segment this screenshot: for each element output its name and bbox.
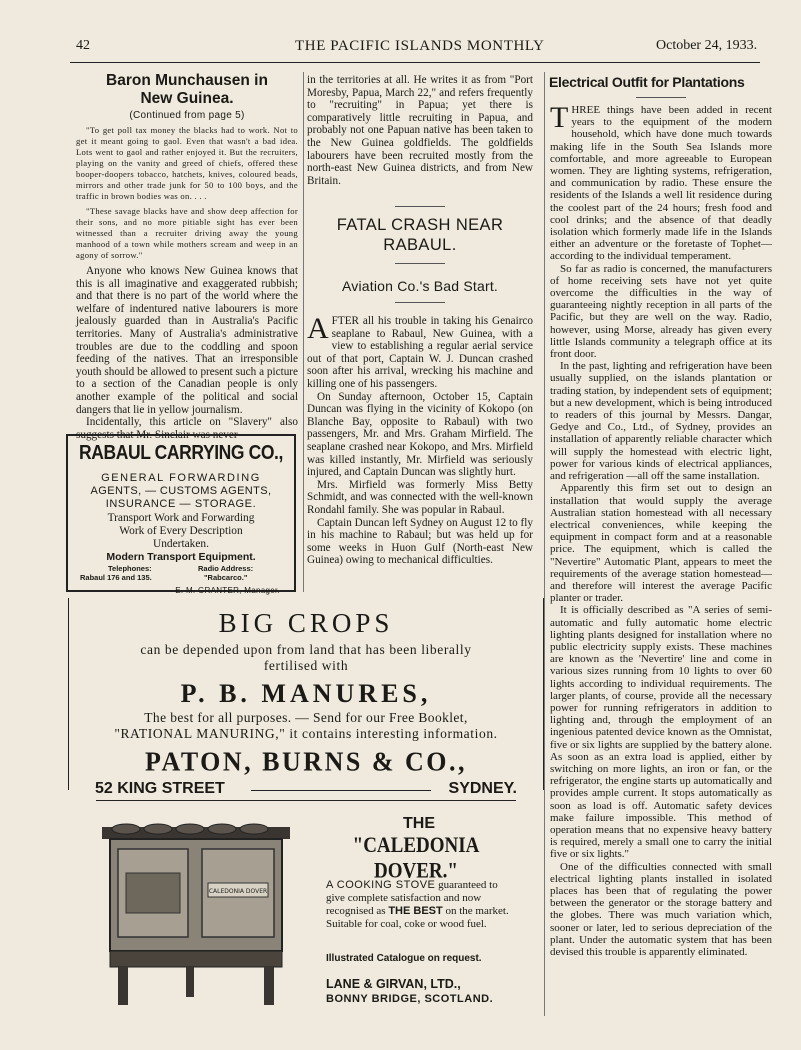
crops-address-row (69, 778, 543, 800)
electrical-rule (636, 97, 686, 98)
rabaul-line-1: GENERAL FORWARDING (101, 472, 261, 484)
stove-desc-bold: THE BEST (388, 905, 443, 917)
address-rule (251, 790, 431, 791)
fatal-crash-headline (307, 215, 533, 255)
fatal-crash-article (307, 206, 533, 567)
big-crops-ad (68, 598, 544, 797)
stove-desc-tail: on the market. Suitable for coal, coke or wood fuel. (326, 905, 509, 930)
radio-label: Radio Address: (198, 564, 254, 573)
rule-above-headline (395, 206, 445, 207)
stove-catalogue: Illustrated Catalogue on request. (326, 953, 482, 964)
fatal-subhead: Aviation Co.'s Bad Start. (341, 278, 499, 294)
munchausen-continuation (307, 74, 533, 187)
rule-below-subhead (395, 302, 445, 303)
fatal-headline-line2: RABAUL. (383, 236, 457, 254)
fatal-paragraph-4: Captain Duncan left Sydney on August 12 to fly in his machine to Rabaul; but was held up for some weeks in Huon Gulf (North-east New Guinea) owing to mechanical difficulties. (307, 516, 533, 567)
fatal-dropcap: A (307, 312, 329, 345)
page-number: 42 (76, 38, 90, 53)
rule-below-headline (395, 263, 445, 264)
paton-burns-company: PATON, BURNS & CO., (145, 746, 467, 777)
continued-note: (Continued from page 5) (129, 110, 245, 121)
telephones-label: Telephones: (108, 564, 152, 573)
electrical-dropcap: T (550, 101, 569, 134)
electrical-paragraph-2: So far as radio is concerned, the manufacturers of home receiving sets have not yet quite overcome the difficulties in the way of guaranteeing nightly reception in all parts of the Pacific, but they are well on the way. Radio, however, using Morse, already has given every little Islands community a telegraph office at its front door. (550, 262, 772, 361)
header-rule (70, 62, 760, 63)
rabaul-line-4: Transport Work and Forwarding (107, 512, 255, 524)
stove-desc-lead: A COOKING STOVE (326, 879, 436, 891)
stove-illustration (96, 813, 296, 1013)
munchausen-article (76, 72, 298, 441)
munchausen-title-line2: New Guinea. (140, 90, 234, 107)
rabaul-line-5: Work of Every Description (119, 525, 243, 537)
issue-date: October 24, 1933. (656, 38, 758, 53)
fatal-paragraph-1-text: FTER all his trouble in taking his Genairco seaplane to Rabaul, New Guinea, with a view to establishing a regular aerial service out of that port, Captain W. J. Duncan crashed soon after his arrival, wrecking his machine and killing one of his passengers. (307, 315, 533, 390)
electrical-paragraph-6: One of the difficulties connected with small electrical lighting plants installed in isolated places has been that of regulating the power between the generator or the storage battery and the globes. There was much variation which, sooner or later, led to serious depreciation of the plant. Under the automatic system that has been devised this trouble is apparently eliminated. (550, 860, 772, 959)
stove-name: "CALEDONIA DOVER." (352, 833, 480, 884)
rabaul-line-2: AGENTS, — CUSTOMS AGENTS, (90, 485, 272, 497)
munchausen-continuation-text: in the territories at all. He writes it as from "Port Moresby, Papua, March 22," and refers frequently to "recruiting" in Papua; yet there is comparatively little recruiting in Papua, and probably not one Papuan native has been taken to the New Guinea goldfields. The goldfields labourers have been recruited mostly from the north-east New Guinea districts, and from New Britain. (307, 74, 533, 187)
pb-manures-brand: P. B. MANURES, (180, 679, 432, 708)
crops-sub-2: fertilised with (263, 658, 349, 673)
column-rule-2 (544, 72, 545, 1016)
rabaul-contacts (68, 564, 294, 586)
rabaul-company-name: RABAUL CARRYING CO., (79, 440, 283, 464)
munchausen-paragraph-2: Incidentally, this article on "Slavery" also suggests that Mr. Sinclair was never (76, 416, 298, 441)
stove-desc: guaranteed to give complete satisfaction and now recognised as (326, 879, 498, 917)
stove-description (326, 879, 514, 931)
rabaul-manager: E. M. GRANTER, Manager. (175, 586, 280, 595)
fatal-paragraph-2: On Sunday afternoon, October 15, Captain Duncan was flying in the vicinity of Kokopo (on Blanche Bay, opposite to Rabaul) with two passengers, Mr. and Mrs. Graham Mirfield. The seaplane crashed near Kokopo, and Mrs. Mirfield was killed instantly, Mr. Mirfield was seriously injured, and Captain Duncan was slightly hurt. (307, 390, 533, 479)
rabaul-line-7: Modern Transport Equipment. (106, 551, 256, 563)
stove-company: LANE & GIRVAN, LTD., (326, 977, 461, 991)
crops-address: 52 KING STREET (95, 780, 225, 797)
crops-line-2: "RATIONAL MANURING," it contains interesting information. (114, 726, 498, 741)
electrical-paragraph-3: In the past, lighting and refrigeration have been usually supplied, on the islands plantation or trading station, by independent sets of equipment; but a new development, which is being introduced to readers of this journal by Messrs. Dangar, Gedye and Co., Ltd., of Sydney, provides an installation of apparently reliable character which will supply the homestead with electric light, power for various kinds of electrical appliances, and refrigeration —all off the same installation. (550, 360, 772, 483)
big-crops-headline: BIG CROPS (218, 608, 394, 638)
rabaul-carrying-ad (66, 434, 296, 595)
column-rule-1 (303, 72, 304, 592)
fatal-paragraph-3: Mrs. Mirfield was formerly Miss Betty Schmidt, and was connected with the well-known Rondahl family. She was popular in Rabaul. (307, 478, 533, 516)
stove-address: BONNY BRIDGE, SCOTLAND. (326, 993, 494, 1005)
telephones-numbers: Rabaul 176 and 135. (80, 573, 152, 582)
rabaul-line-3: INSURANCE — STORAGE. (105, 498, 257, 510)
fatal-headline-line1: FATAL CRASH NEAR (336, 216, 504, 234)
munchausen-title (76, 72, 298, 108)
quote-paragraph-2: "These savage blacks have and show deep affection for their sons, and no more pitiable sight has ever been witnessed than a recruiter driving away the young manhood of a town while mothers scream and weep in an agony of sorrow." (76, 206, 298, 260)
electrical-article (550, 74, 772, 958)
electrical-paragraph-4: Apparently this firm set out to design an installation that would supply the average Australian station homestead with all necessary electrical conveniences, while keeping the equipment in compact form and at a reasonable price. The equipment, which is called the "Nevertire" Automatic Plant, appears to meet the requirements of the average station homestead—and therefore will interest the average Pacific planter or trader. (550, 482, 772, 605)
electrical-paragraph-5: It is officially described as "A series of semi-automatic and fully automatic home electric lighting plants designed for installation where no public electricity supply exists. These machines are known as the 'Nevertire' line and come in various sizes running from 10 lights to over 60 lights according to individual requirements. The larger plants, of course, provide all the necessary power for running refrigerators in addition to lighting and, through the employment of an ingenious patented device known as the Omnistat, five or six lights are supplied by the battery alone. As soon as an extra load is applied, either by switching on more lights, an iron or fan, or the refrigerator, the engine starts up automatically and provides ample current. It stops automatically as soon as load is off. Automatic safety devices make failure impossible. This method of operation means that no expensive heavy battery is required, merely a small one to carry the initial five or six lights." (550, 604, 772, 861)
munchausen-title-line1: Baron Munchausen in (106, 72, 268, 89)
quote-paragraph-1: "To get poll tax money the blacks had to work. Not to get it meant going to gaol. Even that wasn't a bad idea. Lots went to gaol and rather enjoyed it. But the recruiters, playing on the vanity and greed of chiefs, offered these booper-doopers tobacco, hatchets, knives, coloured beads, mirrors and other trade junk for 50 to 100 boys, and the traffic in brown bodies was on. . . . (76, 125, 298, 201)
electrical-paragraph-1-text: HREE things have been added in recent years to the equipment of the modern household, which have done much towards making life in the South Sea Islands more comfortable, and more agreeable to European women. They are lighting systems, refrigeration, and communication by radio. These ensure the residents of the Islands a well lit residence during the coolest part of the 24 hours; fresh food and cool drinks; and the absence of that deadly isolation which formerly made life in the Islands either an adventure or the foretaste of Tophet—according to the individual temperament. (550, 104, 772, 263)
munchausen-paragraph-1: Anyone who knows New Guinea knows that this is all imaginative and exaggerated rubbish; and that there is no part of the world where the welfare of indentured native labourers is more jealously guarded than in Australia's Pacific territories. Many of Australia's administrative troubles are due to the coddling and spoon feeding of the natives. That an irresponsible youth should be allowed to present such a picture to a section of the Canadian people is only another example of the political and social dangers that lie in yellow journalism. (76, 265, 298, 416)
crops-sub-1: can be depended upon from land that has been liberally (140, 642, 472, 657)
radio-value: "Rabcarco." (204, 573, 248, 582)
crops-city: SYDNEY. (448, 780, 517, 797)
crops-line-1: The best for all purposes. — Send for our Free Booklet, (144, 710, 468, 725)
publication-title: THE PACIFIC ISLANDS MONTHLY (295, 38, 545, 54)
fatal-paragraph-1 (307, 312, 533, 391)
electrical-paragraph-1 (550, 101, 772, 263)
rabaul-line-6: Undertaken. (153, 538, 209, 550)
stove-the: THE (403, 815, 435, 832)
stove-nameplate: CALEDONIA DOVER (208, 888, 268, 895)
caledonia-dover-ad (96, 800, 516, 1013)
electrical-title: Electrical Outfit for Plantations (549, 74, 745, 90)
page-header (70, 38, 760, 58)
